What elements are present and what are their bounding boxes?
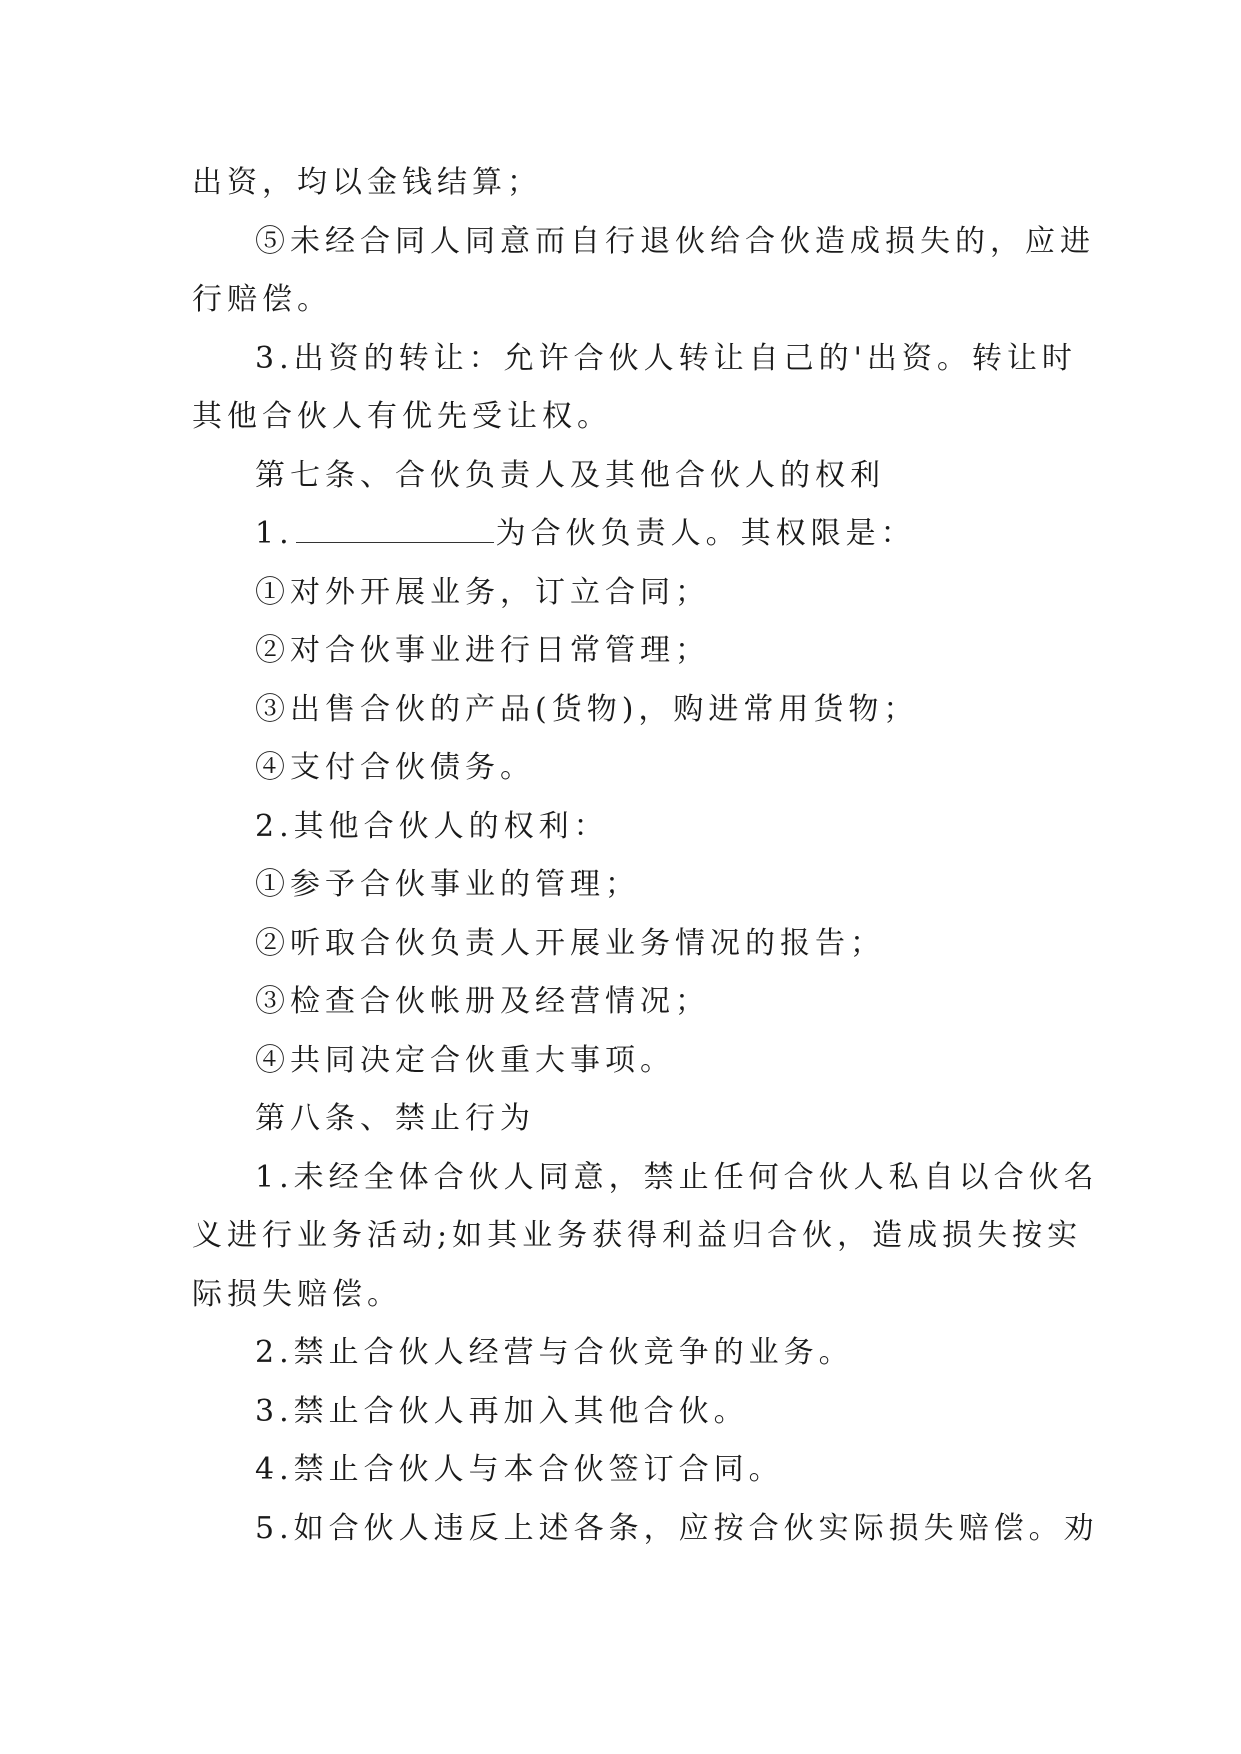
item-number: 1. [255, 516, 294, 551]
paragraph-line: 3.出资的转让：允许合伙人转让自己的'出资。转让时 [255, 340, 1077, 376]
paragraph-line-with-blank [192, 505, 1052, 564]
paragraph-line: 2.禁止合伙人经营与合伙竞争的业务。 [255, 1335, 854, 1370]
paragraph-line: ④共同决定合伙重大事项。 [255, 1042, 675, 1078]
document-body [192, 154, 1099, 1558]
paragraph-line: 行赔偿。 [192, 282, 332, 317]
item-text: 为合伙负责人。其权限是： [495, 516, 916, 551]
section-heading-article-8: 第八条、禁止行为 [255, 1101, 535, 1136]
paragraph-line: 4.禁止合伙人与本合伙签订合同。 [255, 1452, 784, 1487]
paragraph-line: 1.未经全体合伙人同意，禁止任何合伙人私自以合伙名 [255, 1159, 1099, 1195]
paragraph-line: 义进行业务活动;如其业务获得利益归合伙，造成损失按实 [192, 1218, 1083, 1253]
paragraph-line: ②听取合伙负责人开展业务情况的报告； [255, 925, 885, 961]
paragraph-line: 其他合伙人有优先受让权。 [192, 399, 612, 434]
paragraph-line: 出资，均以金钱结算； [192, 165, 542, 200]
paragraph-line: ③出售合伙的产品(货物)，购进常用货物； [255, 691, 919, 727]
paragraph-line: ②对合伙事业进行日常管理； [255, 633, 710, 668]
paragraph-line: 际损失赔偿。 [192, 1276, 402, 1312]
paragraph-line: 5.如合伙人违反上述各条，应按合伙实际损失赔偿。劝 [255, 1510, 1099, 1546]
paragraph-line: ①对外开展业务，订立合同； [255, 574, 710, 610]
paragraph-line: ①参予合伙事业的管理； [255, 867, 640, 902]
section-heading-article-7: 第七条、合伙负责人及其他合伙人的权利 [255, 457, 885, 493]
paragraph-line: ③检查合伙帐册及经营情况； [255, 984, 710, 1019]
paragraph-line: ④支付合伙债务。 [255, 750, 535, 785]
paragraph-line: ⑤未经合同人同意而自行退伙给合伙造成损失的，应进 [255, 223, 1095, 259]
fill-in-blank [296, 520, 494, 543]
paragraph-line: 3.禁止合伙人再加入其他合伙。 [255, 1393, 749, 1429]
paragraph-line: 2.其他合伙人的权利： [255, 808, 609, 844]
